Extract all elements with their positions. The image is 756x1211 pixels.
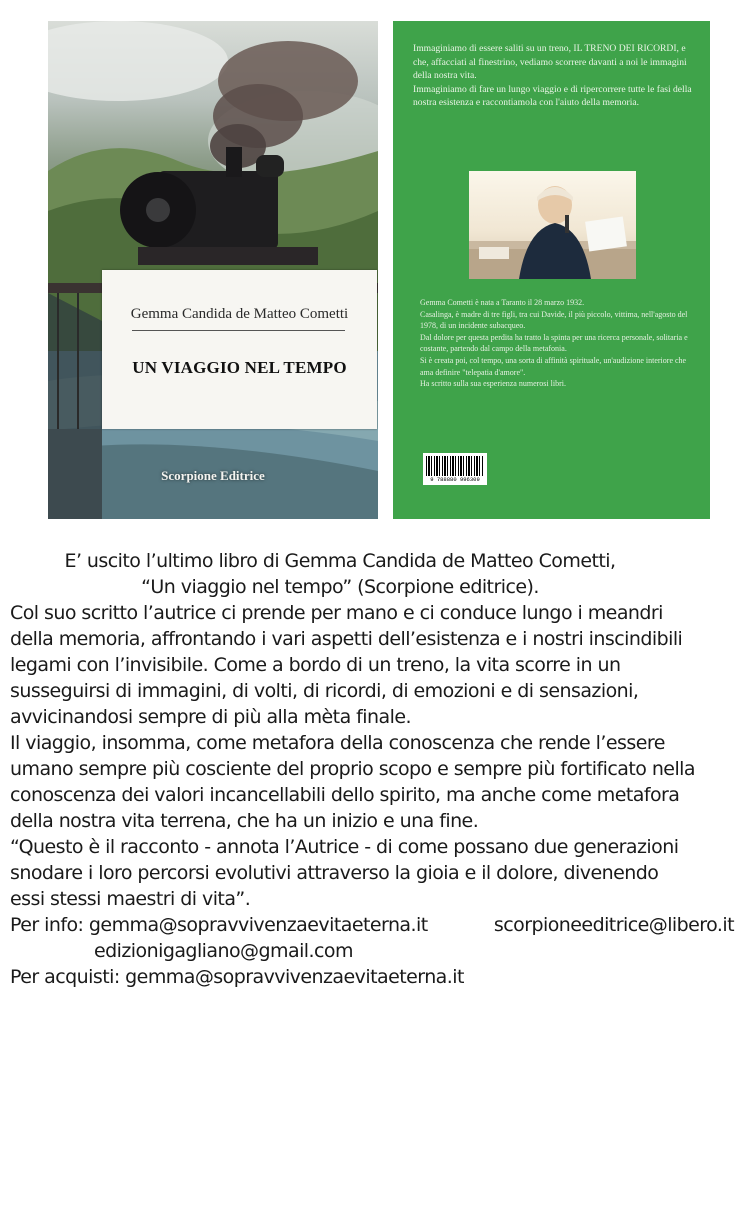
text-line: Col suo scritto l’autrice ci prende per mano e ci conduce lungo i meandri xyxy=(10,602,663,624)
publisher-email-link[interactable]: scorpioneeditrice@libero.it xyxy=(493,914,734,936)
back-cover-blurb xyxy=(413,42,693,110)
intro-line: E’ uscito l’ultimo libro di Gemma Candida de Matteo Cometti, xyxy=(64,550,616,572)
blurb-paragraph: Immaginiamo di essere saliti su un treno, IL TRENO DEI RICORDI, e che, affacciati al finestrino, vediamo scorrere davanti a noi le immagini della nostra vita. xyxy=(413,43,687,82)
bio-line: Si è creata poi, col tempo, una sorta di affinità spirituale, un'audizione interiore che ama definire "telepatia d'amore". xyxy=(420,355,687,377)
paragraph-1 xyxy=(10,600,750,730)
text-line: avvicinandosi sempre di più alla mèta finale. xyxy=(10,706,411,728)
bio-line: Casalinga, è madre di tre figli, tra cui Davide, il più piccolo, vittima, nell'agosto del 1978, di un incidente subacqueo. xyxy=(420,309,688,331)
bio-line: Ha scritto sulla sua esperienza numerosi libri. xyxy=(420,379,566,389)
barcode-number: 9 788880 996309 xyxy=(430,476,480,483)
bio-line: Gemma Cometti è nata a Taranto il 28 marzo 1932. xyxy=(420,298,585,307)
info-group xyxy=(10,912,428,938)
bio-line: Dal dolore per questa perdita ha tratto la spinta per una ricerca personale, solitaria e costante, partendo dal campo della metafonia. xyxy=(420,332,688,354)
gagliano-email-link[interactable]: edizionigagliano@gmail.com xyxy=(94,940,353,962)
purchase-contacts xyxy=(10,964,750,990)
text-line: susseguirsi di immagini, di volti, di ricordi, di emozioni e di sensazioni, xyxy=(10,680,639,702)
cover-title-panel xyxy=(102,270,377,429)
text-line: Il viaggio, insomma, come metafora della conoscenza che rende l’essere xyxy=(10,732,665,754)
text-line: snodare i loro percorsi evolutivi attraverso la gioia e il dolore, divenendo xyxy=(10,862,659,884)
purchase-label: Per acquisti: xyxy=(10,966,120,988)
paragraph-2 xyxy=(10,730,750,834)
intro-line: “Un viaggio nel tempo” (Scorpione editrice). xyxy=(141,576,539,598)
barcode xyxy=(423,453,487,485)
text-line: della memoria, affrontando i vari aspetti dell’esistenza e i nostri inscindibili xyxy=(10,628,683,650)
text-line: “Questo è il racconto - annota l’Autrice - di come possano due generazioni xyxy=(10,836,679,858)
cover-title: UN VIAGGIO NEL TEMPO xyxy=(132,358,347,377)
cover-divider xyxy=(132,330,345,331)
text-line: conoscenza dei valori incancellabili dello spirito, ma anche come metafora xyxy=(10,784,680,806)
author-photo xyxy=(469,171,636,279)
paragraph-3 xyxy=(10,834,750,912)
front-cover xyxy=(48,21,378,519)
info-label: Per info: xyxy=(10,914,84,936)
barcode-bars xyxy=(426,456,484,476)
purchase-email-link[interactable]: gemma@sopravvivenzaevitaeterna.it xyxy=(125,966,464,988)
cover-publisher: Scorpione Editrice xyxy=(161,468,265,483)
back-cover xyxy=(393,21,710,519)
info-email-link[interactable]: gemma@sopravvivenzaevitaeterna.it xyxy=(88,914,428,936)
cover-author: Gemma Candida de Matteo Cometti xyxy=(130,306,349,322)
text-line: della nostra vita terrena, che ha un inizio e una fine. xyxy=(10,810,479,832)
author-bio xyxy=(420,297,690,390)
info-contacts-extra xyxy=(10,938,750,964)
text-line: essi stessi maestri di vita”. xyxy=(10,888,251,910)
text-line: umano sempre più cosciente del proprio scopo e sempre più fortificato nella xyxy=(10,758,695,780)
blurb-paragraph: Immaginiamo di fare un lungo viaggio e di ripercorrere tutte le fasi della nostra esistenza e raccontiamola con l'aiuto della memoria. xyxy=(413,83,692,109)
announcement-text xyxy=(10,548,750,990)
text-line: legami con l’invisibile. Come a bordo di un treno, la vita scorre in un xyxy=(10,654,621,676)
info-contacts xyxy=(10,912,734,938)
